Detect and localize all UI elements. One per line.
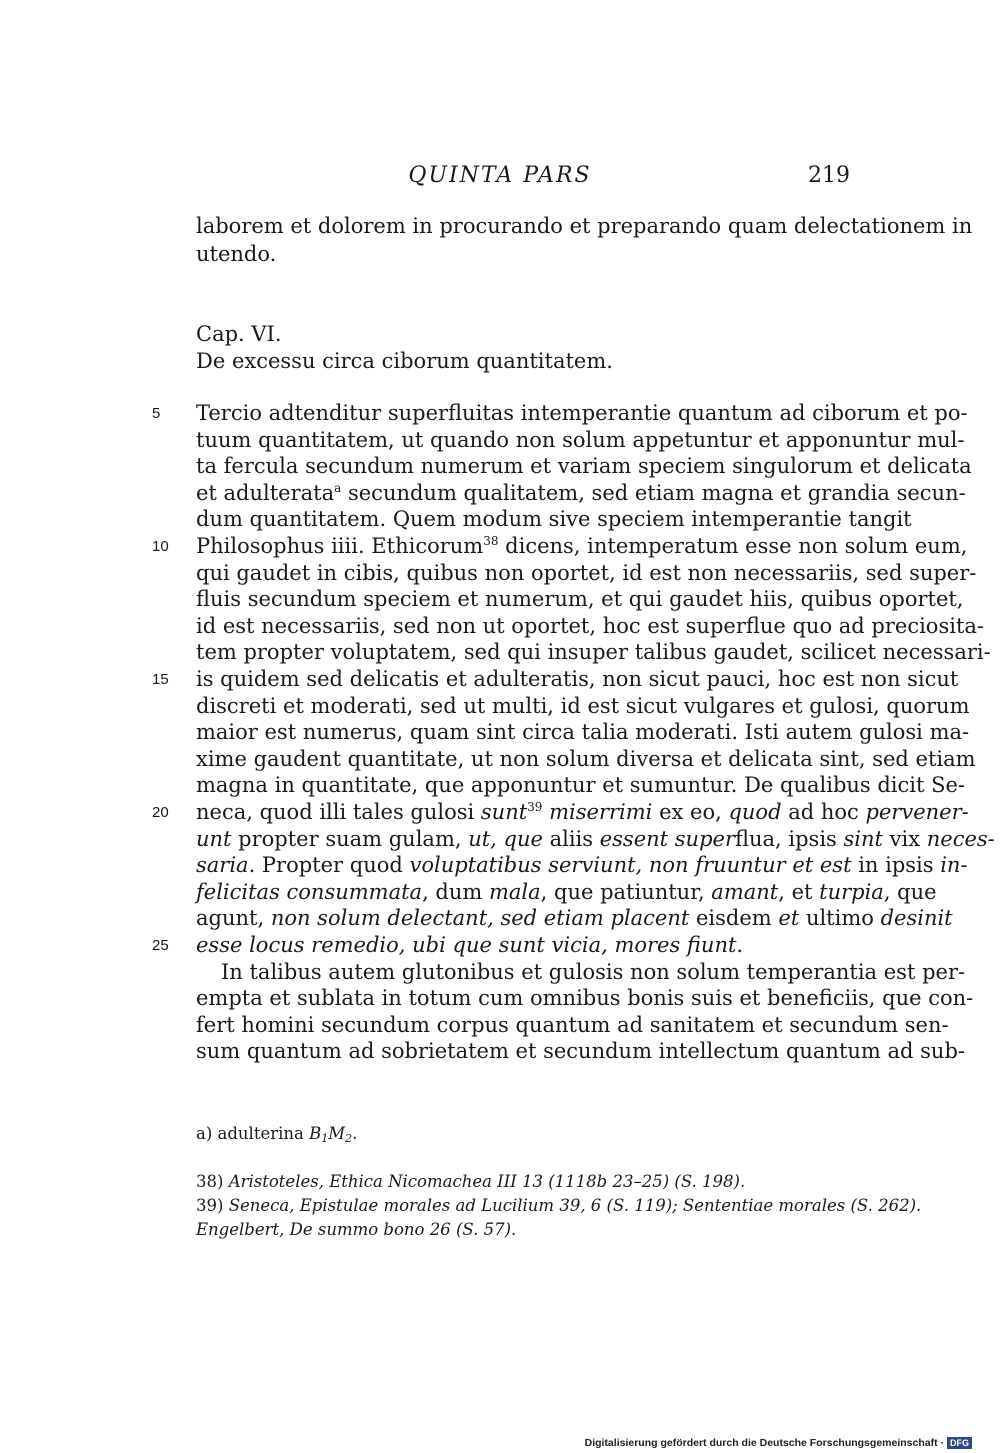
footnote-marker: 38 bbox=[483, 534, 499, 548]
footnote-39-continued: Engelbert, De summo bono 26 (S. 57). bbox=[196, 1220, 517, 1239]
text-line: dum quantitatem. Quem modum sive speciem intemperantie tangit bbox=[196, 507, 912, 531]
text-line: maior est numerus, quam sint circa talia moderati. Isti autem gulosi ma- bbox=[196, 720, 970, 744]
text-line: fluis secundum speciem et numerum, et qui gaudet hiis, quibus oportet, bbox=[196, 587, 964, 611]
text-line: is quidem sed delicatis et adulteratis, non sicut pauci, hoc est non sicut bbox=[196, 667, 959, 691]
chapter-number: Cap. VI. bbox=[196, 322, 282, 346]
text-line: tuum quantitatem, ut quando non solum appetuntur et apponuntur mul- bbox=[196, 428, 965, 452]
footnote-38: 38) Aristoteles, Ethica Nicomachea III 13 (1118b 23–25) (S. 198). bbox=[196, 1172, 746, 1191]
page-number: 219 bbox=[808, 163, 850, 188]
footnote-39: 39) Seneca, Epistulae morales ad Lucilium 39, 6 (S. 119); Sententiae morales (S. 262). bbox=[196, 1196, 922, 1215]
line-number: 20 bbox=[152, 804, 169, 821]
dfg-logo: DFG bbox=[947, 1437, 972, 1449]
text-line: magna in quantitate, que apponuntur et sumuntur. De qualibus dicit Se- bbox=[196, 773, 966, 797]
text-line: In talibus autem glutonibus et gulosis non solum temperantia est per- bbox=[221, 960, 966, 984]
chapter-title: De excessu circa ciborum quantitatem. bbox=[196, 349, 613, 373]
text-line: fert homini secundum corpus quantum ad sanitatem et secundum sen- bbox=[196, 1013, 949, 1037]
apparatus-note: a) adulterina $B_1M_2$. bbox=[196, 1124, 358, 1145]
text-line: empta et sublata in totum cum omnibus bonis suis et beneficiis, que con- bbox=[196, 986, 974, 1010]
line-number: 25 bbox=[152, 937, 169, 954]
text-line: tem propter voluptatem, sed qui insuper talibus gaudet, scilicet necessari- bbox=[196, 640, 991, 664]
text-line: unt propter suam gulam, ut, que aliis essent superflua, ipsis sint vix neces- bbox=[196, 827, 995, 851]
text-line: Tercio adtenditur superfluitas intemperantie quantum ad ciborum et po- bbox=[196, 401, 968, 425]
line-number: 15 bbox=[152, 671, 169, 688]
text-line: ta fercula secundum numerum et variam speciem singulorum et delicata bbox=[196, 454, 972, 478]
apparatus-marker: a bbox=[334, 481, 342, 495]
text-line: qui gaudet in cibis, quibus non oportet, id est non necessariis, sed super- bbox=[196, 561, 977, 585]
text-line: agunt, non solum delectant, sed etiam placent eisdem et ultimo desinit bbox=[196, 906, 953, 930]
text-line: id est necessariis, sed non ut oportet, hoc est superflue quo ad preciosita- bbox=[196, 614, 984, 638]
text-line: xime gaudent quantitate, ut non solum diversa et delicata sint, sed etiam bbox=[196, 747, 976, 771]
text-line: sum quantum ad sobrietatem et secundum intellectum quantum ad sub- bbox=[196, 1039, 965, 1063]
text-line: discreti et moderati, sed ut multi, id est sicut vulgares et gulosi, quorum bbox=[196, 694, 970, 718]
text-line: esse locus remedio, ubi que sunt vicia, mores fiunt. bbox=[196, 933, 744, 957]
footnote-marker: 39 bbox=[527, 800, 543, 814]
text-line: saria. Propter quod voluptatibus serviunt, non fruuntur et est in ipsis in- bbox=[196, 853, 968, 877]
digitization-credit: Digitalisierung gefördert durch die Deutsche Forschungsgemeinschaft · DFG bbox=[585, 1437, 972, 1449]
line-number: 5 bbox=[152, 405, 161, 422]
text-line: felicitas consummata, dum mala, que patiuntur, amant, et turpia, que bbox=[196, 880, 937, 904]
text-line: neca, quod illi tales gulosi sunt$^{39}$ miserrimi ex eo, quod ad hoc pervener- bbox=[196, 800, 969, 824]
text-line: Philosophus iiii. Ethicorum$^{38}$ dicens, intemperatum esse non solum eum, bbox=[196, 534, 968, 558]
line-number: 10 bbox=[152, 538, 169, 555]
text-line: et adulterata$^a$ secundum qualitatem, sed etiam magna et grandia secun- bbox=[196, 481, 966, 505]
running-head-title: QUINTA PARS bbox=[408, 163, 592, 188]
intro-line: laborem et dolorem in procurando et preparando quam delectationem in bbox=[196, 214, 973, 238]
intro-line: utendo. bbox=[196, 242, 277, 266]
